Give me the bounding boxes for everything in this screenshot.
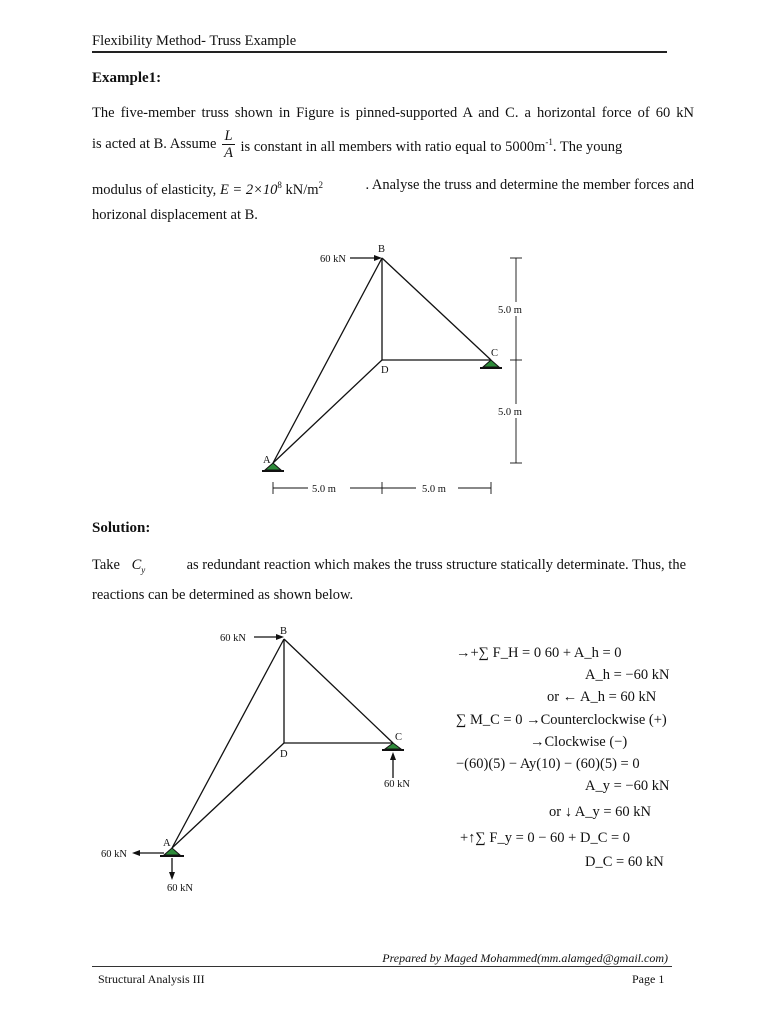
fraction-numerator: L — [224, 128, 233, 144]
dim-label-h2: 5.0 m — [422, 484, 446, 495]
equation-line-6: −(60)(5) − Ay(10) − (60)(5) = 0 — [456, 756, 640, 772]
ratio-text: is constant in all members with ratio equal to 5000m — [240, 138, 546, 155]
solution-line-1-rest: as redundant reaction which makes the truss structure statically determinate. Thus, the — [186, 557, 686, 573]
equation-line-7: A_y = −60 kN — [585, 778, 670, 794]
member-ad — [273, 360, 382, 463]
problem-line-3-end: . Analyse the truss and determine the member forces and — [365, 177, 694, 193]
example-heading: Example1: — [92, 70, 162, 86]
fraction-denominator: A — [224, 145, 233, 161]
equation-line-9: +↑∑ F_y = 0 − 60 + D_C = 0 — [460, 830, 631, 846]
redundant-variable: C — [131, 557, 142, 573]
fig2-node-label-b: B — [280, 626, 288, 637]
fig2-node-label-c: C — [395, 732, 403, 743]
problem-line-2-start: is acted at B. Assume — [92, 136, 217, 152]
equation-line-3: or ← A_h = 60 kN — [547, 689, 657, 705]
member-ab — [273, 258, 382, 463]
problem-line-4: horizonal displacement at B. — [92, 207, 258, 223]
modulus-equation: E = 2×10 — [219, 181, 278, 198]
fig2-node-label-d: D — [280, 749, 288, 760]
modulus-unit: kN/m — [281, 181, 319, 198]
node-label-c: C — [491, 348, 499, 359]
page-header-title: Flexibility Method- Truss Example — [92, 33, 297, 49]
problem-line-1: The five-member truss shown in Figure is pinned-supported A and C. a horizontal force of 60 kN — [92, 105, 694, 121]
fig2-node-label-a: A — [163, 838, 171, 849]
equation-line-2: A_h = −60 kN — [585, 667, 670, 683]
vertical-dimension — [510, 258, 522, 463]
node-label-b: B — [378, 244, 386, 255]
fig2-reaction-arrowhead-ah — [132, 850, 140, 856]
fig2-support-c — [382, 743, 404, 750]
fig2-member-ab — [172, 639, 284, 848]
modulus-label: modulus of elasticity, — [92, 181, 217, 198]
solution-heading: Solution: — [92, 520, 151, 536]
equation-line-8: or ↓ A_y = 60 kN — [549, 804, 652, 820]
problem-line-2-end: . The young — [552, 138, 623, 155]
dim-label-h1: 5.0 m — [312, 484, 336, 495]
solution-line-2: reactions can be determined as shown below. — [92, 587, 354, 603]
fig2-member-bc — [284, 639, 393, 743]
course-name: Structural Analysis III — [98, 972, 205, 986]
prepared-by-note: Prepared by Maged Mohammed(mm.alamged@gmail.com) — [382, 951, 668, 965]
dim-label-v2: 5.0 m — [498, 407, 522, 418]
member-bc — [382, 258, 491, 360]
dim-label-v1: 5.0 m — [498, 305, 522, 316]
node-label-a: A — [263, 455, 271, 466]
fig2-reaction-label-ah: 60 kN — [101, 849, 127, 860]
ratio-exponent: -1 — [545, 136, 553, 147]
footer-divider — [92, 966, 672, 967]
load-label-b: 60 kN — [320, 254, 346, 265]
solution-take: Take — [92, 557, 120, 573]
fig2-reaction-arrowhead-av — [169, 872, 175, 880]
redundant-subscript: y — [141, 564, 146, 575]
fig2-reaction-arrowhead-c — [390, 752, 396, 760]
support-c — [480, 360, 502, 368]
modulus-exponent: 8 — [277, 180, 282, 190]
equation-line-1: →+∑ F_H = 0 60 + A_h = 0 — [456, 645, 622, 661]
node-label-d: D — [381, 365, 389, 376]
modulus-unit-exponent: 2 — [318, 180, 324, 190]
equation-line-10: D_C = 60 kN — [585, 854, 664, 870]
page-number: Page 1 — [632, 972, 665, 986]
fig2-member-ad — [172, 743, 284, 848]
solution-line-1 — [92, 556, 686, 580]
fig2-support-a — [160, 848, 184, 856]
fig2-reaction-label-av: 60 kN — [167, 883, 193, 894]
horizontal-dimension — [273, 482, 491, 494]
fig2-reaction-label-c: 60 kN — [384, 779, 410, 790]
equation-line-5: →Clockwise (−) — [530, 734, 628, 750]
fig2-load-label-b: 60 kN — [220, 633, 246, 644]
equation-line-4: ∑ M_C = 0 →Counterclockwise (+) — [456, 712, 667, 728]
